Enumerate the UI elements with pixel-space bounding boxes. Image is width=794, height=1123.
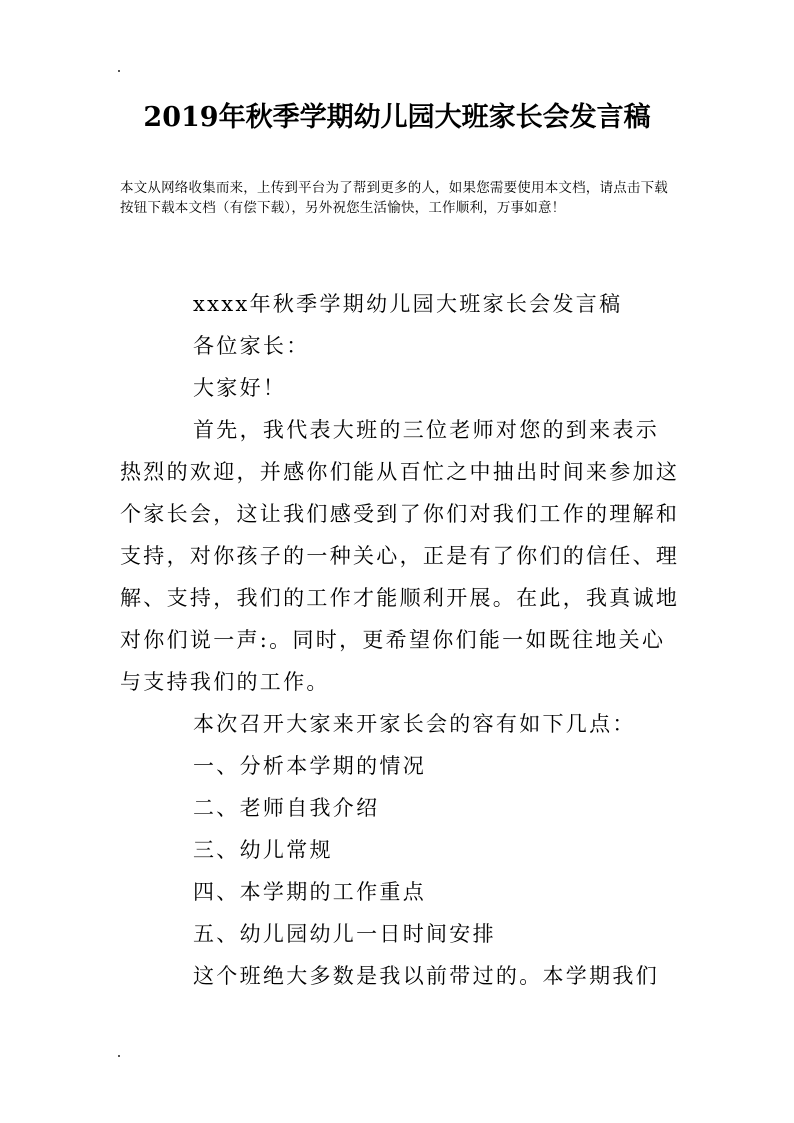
- top-corner-mark: [118, 70, 120, 72]
- agenda-item-2: 二、老师自我介绍: [193, 796, 380, 820]
- bottom-corner-mark: [118, 1055, 120, 1057]
- body-paragraph-heading: xxxx年秋季学期幼儿园大班家长会发言稿: [193, 292, 623, 316]
- body-paragraph-agenda-lead: 本次召开大家来开家长会的容有如下几点：: [193, 712, 636, 736]
- document-title: 2019年秋季学期幼儿园大班家长会发言稿: [143, 102, 651, 133]
- body-paragraph-intro: 首先，我代表大班的三位老师对您的到来表示热烈的欢迎，并感你们能从百忙之中抽出时间来参加这个家长会，这让我们感受到了你们对我们工作的理解和支持，对你孩子的一种关心，正是有了你们的信任、理解、支持，我们的工作才能顺利开展。在此，我真诚地对你们说一声:。同时，更希望你们能一如既往地关心与支持我们的工作。: [120, 418, 680, 694]
- document-body: [120, 283, 680, 997]
- agenda-item-3: 三、幼儿常规: [193, 838, 333, 862]
- agenda-item-4: 四、本学期的工作重点: [193, 880, 426, 904]
- agenda-item-5: 五、幼儿园幼儿一日时间安排: [193, 922, 496, 946]
- body-paragraph-class-info: 这个班绝大多数是我以前带过的。本学期我们: [193, 964, 659, 988]
- body-paragraph-greeting: 大家好！: [193, 376, 287, 400]
- agenda-item-1: 一、分析本学期的情况: [193, 754, 426, 778]
- body-paragraph-salutation: 各位家长：: [193, 334, 310, 358]
- download-notice: 本文从网络收集而来，上传到平台为了帮到更多的人，如果您需要使用本文档，请点击下载按钮下载本文档（有偿下载），另外祝您生活愉快，工作顺利，万事如意！: [120, 180, 668, 216]
